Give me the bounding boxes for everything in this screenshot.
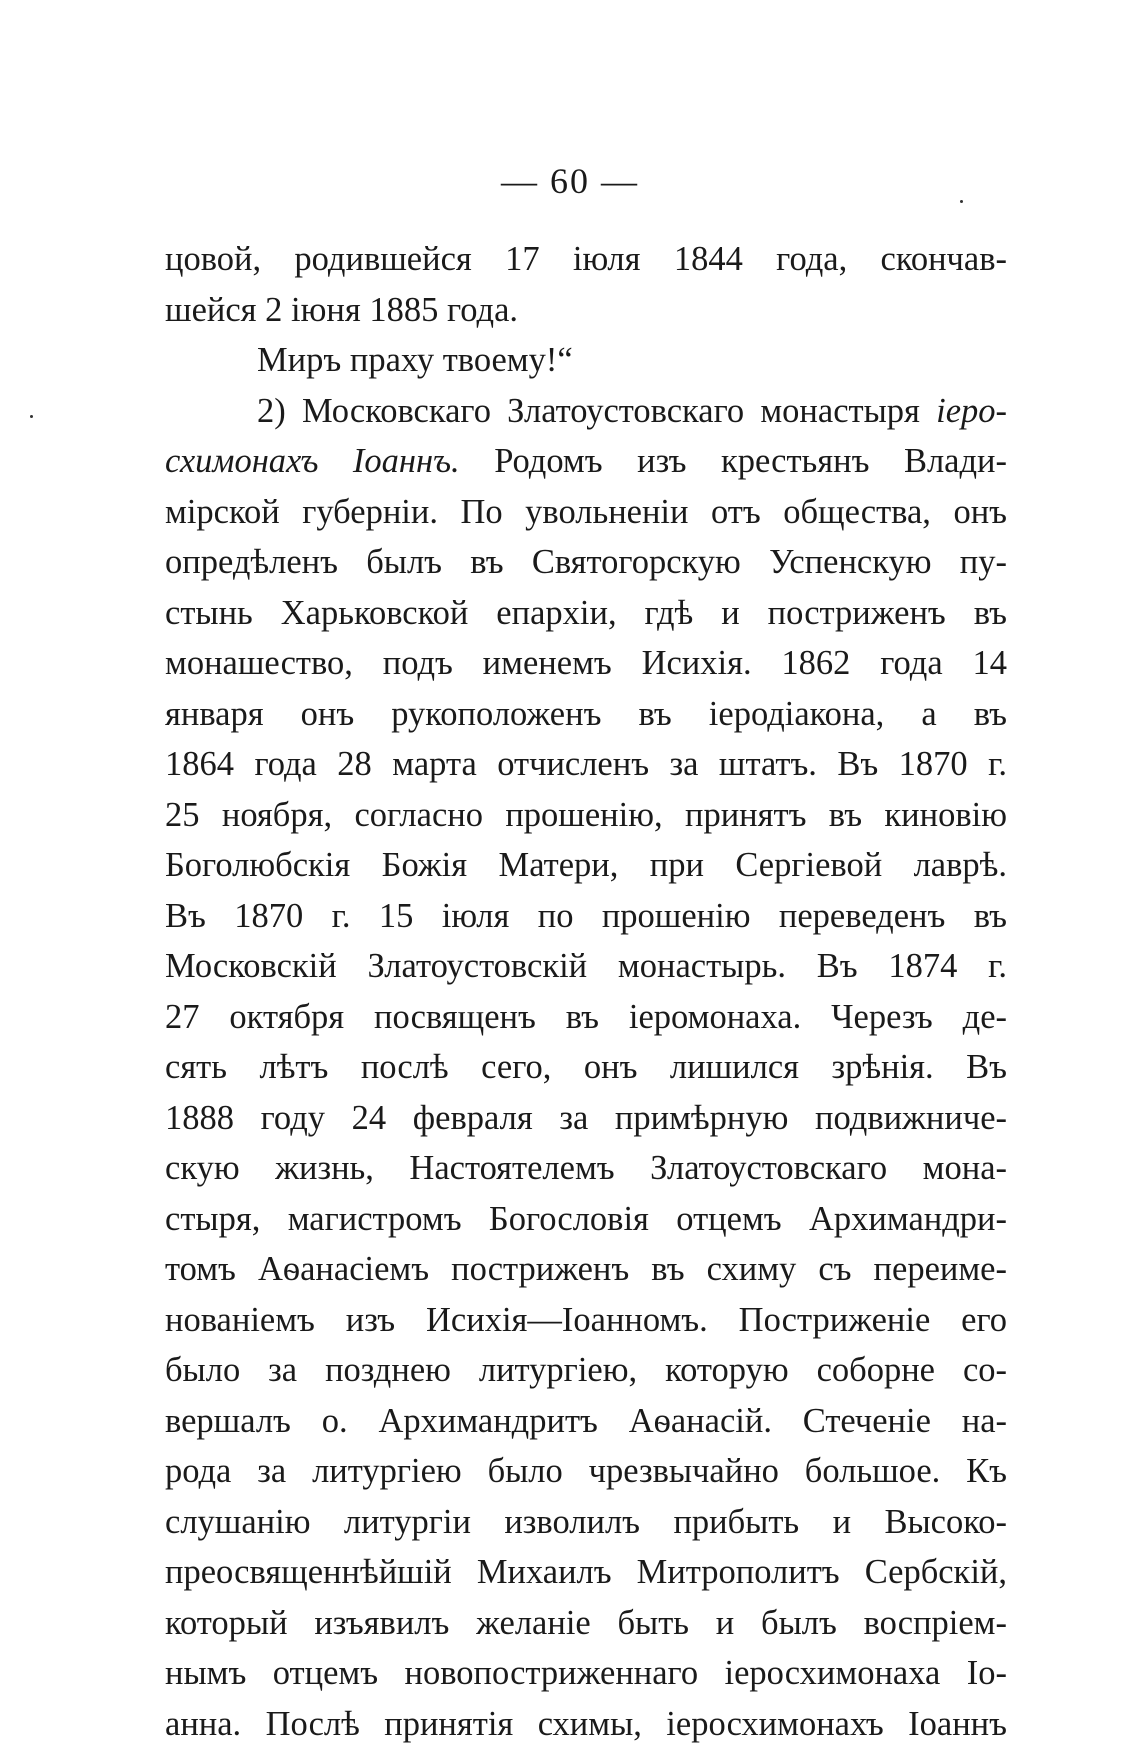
scan-speck <box>30 415 33 418</box>
text-line <box>165 386 1007 437</box>
text-line: стынь Харьковской епархіи, гдѣ и постриженъ въ <box>165 588 1007 639</box>
text-line: января онъ рукоположенъ въ іеродіакона, а въ <box>165 689 1007 740</box>
text-line: рода за литургіею было чрезвычайно большое. Къ <box>165 1446 1007 1497</box>
text-line: слушанію литургіи изволилъ прибыть и Высоко- <box>165 1497 1007 1548</box>
scan-speck <box>960 200 963 203</box>
text-line: 1888 году 24 февраля за примѣрную подвижниче- <box>165 1093 1007 1144</box>
text-line: Миръ праху твоему!“ <box>165 335 1007 386</box>
text-line: который изъявилъ желаніе быть и былъ воспріем- <box>165 1598 1007 1649</box>
page-number: — 60 — <box>0 160 1140 202</box>
text-line: 1864 года 28 марта отчисленъ за штатъ. Въ 1870 г. <box>165 739 1007 790</box>
text-line: шейся 2 іюня 1885 года. <box>165 285 1007 336</box>
text-line: скую жизнь, Настоятелемъ Златоустовскаго мона- <box>165 1143 1007 1194</box>
text-line: нымъ отцемъ новопостриженнаго іеросхимонаха Іо- <box>165 1648 1007 1699</box>
text-line: Боголюбскія Божія Матери, при Сергіевой лаврѣ. <box>165 840 1007 891</box>
text-line: томъ Аѳанасіемъ постриженъ въ схиму съ переиме- <box>165 1244 1007 1295</box>
text-line: цовой, родившейся 17 іюля 1844 года, скончав- <box>165 234 1007 285</box>
text-line: было за позднею литургіею, которую соборне со- <box>165 1345 1007 1396</box>
text-run: Родомъ изъ крестьянъ Влади- <box>460 442 1007 480</box>
text-line <box>165 436 1007 487</box>
text-line: 27 октября посвященъ въ іеромонаха. Черезъ де- <box>165 992 1007 1043</box>
body-text <box>165 234 1007 1749</box>
text-line: 25 ноября, согласно прошенію, принятъ въ киновію <box>165 790 1007 841</box>
text-line: мірской губерніи. По увольненіи отъ общества, онъ <box>165 487 1007 538</box>
text-line: преосвященнѣйшій Михаилъ Митрополитъ Сербскій, <box>165 1547 1007 1598</box>
text-run: 2) Московскаго Златоустовскаго монастыря <box>257 392 936 430</box>
text-line: анна. Послѣ принятія схимы, іеросхимонахъ Іоаннъ <box>165 1699 1007 1749</box>
italic-text-run: схимонахъ Іоаннъ. <box>165 442 460 480</box>
text-line: нованіемъ изъ Исихія—Іоанномъ. Постриженіе его <box>165 1295 1007 1346</box>
text-line: сять лѣтъ послѣ сего, онъ лишился зрѣнія. Въ <box>165 1042 1007 1093</box>
text-line: стыря, магистромъ Богословія отцемъ Архимандри- <box>165 1194 1007 1245</box>
text-line: Въ 1870 г. 15 іюля по прошенію переведенъ въ <box>165 891 1007 942</box>
text-line: опредѣленъ былъ въ Святогорскую Успенскую пу- <box>165 537 1007 588</box>
text-line: монашество, подъ именемъ Исихія. 1862 года 14 <box>165 638 1007 689</box>
text-line: Московскій Златоустовскій монастырь. Въ 1874 г. <box>165 941 1007 992</box>
italic-text-run: іеро- <box>936 392 1007 430</box>
text-line: вершалъ о. Архимандритъ Аѳанасій. Стеченіе на- <box>165 1396 1007 1447</box>
